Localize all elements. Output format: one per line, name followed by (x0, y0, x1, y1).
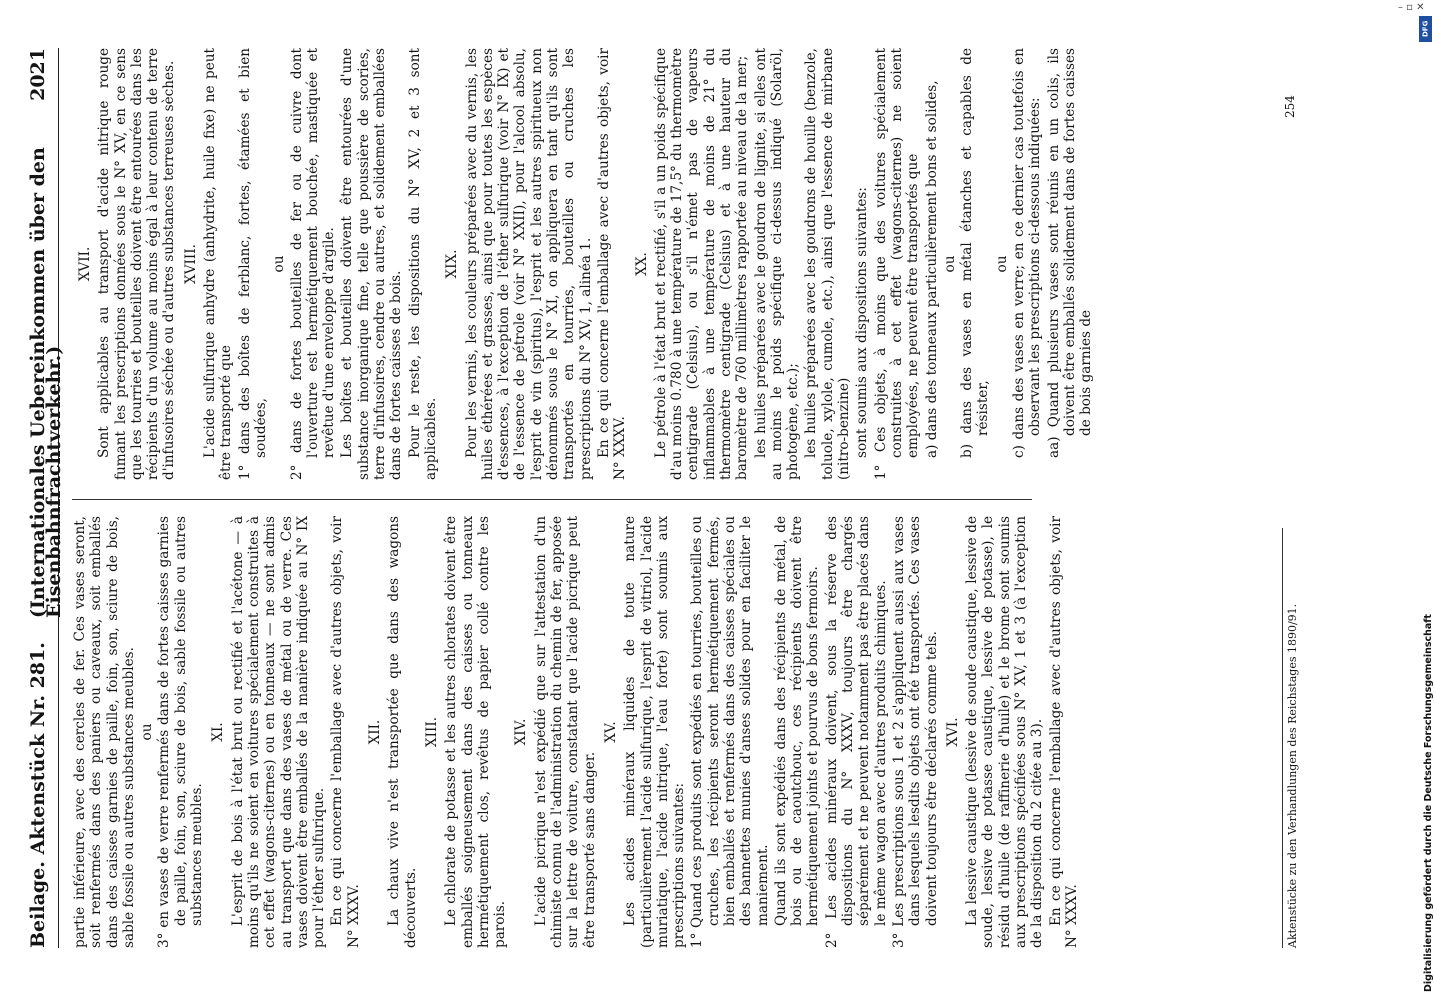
paragraph: Pour les vernis, les couleurs préparées avec du vernis, les huiles éthérées et grasses, ainsi que pour toutes les espèces d'essences, à l'exception de l'éther sulfurique (voir N° IX) et de l'essence de pétrole (voir N° XXII), pour l'alcool absolu, l'esprit de vin (spiritus), l'esprit et les autres spiritueux non dénommés sous le N° XI, on appliquera en tant qu'ils sont transportés en tourries, bouteilles ou cruches les prescriptions du N° XV, 1, alinéa 1. (463, 48, 594, 480)
list-item: 3° Les prescriptions sous 1 et 2 s'appliquent aussi aux vases dans lesquels lesdits objets ont été transportés. Ces vases doivent toujours être déclarés comme tels. (890, 516, 940, 948)
paragraph: Quand ils sont expédiés dans des récipients de métal, de bois ou de caoutchouc, ces récipients doivent être hermétiquement joints et pourvus de bons fermoirs. (772, 516, 822, 926)
section-number: XIII. (423, 716, 440, 748)
paragraph: La chaux vive n'est transportée que dans des wagons découverts. (386, 516, 419, 948)
paragraph: L'esprit de bois à l'état brut ou rectifié et l'acétone — à moins qu'ils ne soient en voitures spécialement construites à cet effet (wagons-citernes) ou en tonneaux — ne sont admis au transport que dans des vases de métal ou de verre. Ces vases doivent être emballés de la manière indiquée au N° IX pour l'éther sulfurique. (229, 516, 328, 948)
paragraph: sont soumis aux dispositions suivantes: (854, 187, 871, 458)
header-left: Beilage. Aktenstück Nr. 281. (27, 642, 49, 948)
section-number: XI. (210, 722, 227, 742)
left-column (72, 516, 1082, 948)
list-item: 1° Quand ces produits sont expédiés en tourries, bouteilles ou cruches, les récipients seront hermétiquement fermés, bien emballés et renfermés dans des caisses spéciales ou des bannettes munies d'anses solides pour en faciliter le maniement. (689, 516, 771, 948)
list-item: 2° dans de fortes bouteilles de fer ou de cuivre dont l'ouverture est hermétiquement bouchée, mastiquée et revêtue d'une enveloppe d'argile. (288, 48, 338, 480)
signature-mark: 254 (1283, 95, 1297, 118)
list-item: 2° Les acides minéraux doivent, sous la réserve des dispositions du N° XXXV, toujours être chargés séparément et ne peuvent notamment pas être placés dans le même wagon avec d'autres produits chimiques. (823, 516, 889, 948)
section-number: XII. (367, 719, 384, 745)
paragraph: Sont applicables au transport d'acide nitrique rouge fumant les prescriptions données sous le N° XV, en ce sens que les tourries et bouteilles doivent être entourées dans les récipients d'un volume au moins égal à leur contenu de terre d'infusoires séchée ou d'autres substances terreuses sèches. (96, 48, 178, 480)
list-item: a) dans des tonneaux particulièrement bons et solides, (923, 80, 940, 458)
section-number: XVII. (77, 246, 93, 282)
list-item: 3° en vases de verre renfermés dans de fortes caisses garnies de paille, foin, son, sciure de bois, sable fossile ou autres substances meubles. (156, 516, 206, 948)
paragraph: les huiles préparées avec les goudrons de houille (benzole, toluole, xylole, cumole, etc.), ainsi que l'essence de mirbane (nitro-benzine) (803, 48, 853, 480)
page-number: 2021 (27, 48, 49, 101)
funding-notice: Digitalisierung gefördert durch die Deutsche Forschungsgemeinschaft (1423, 614, 1434, 992)
conjunction: ou (993, 255, 1010, 273)
list-item: 1° dans des boîtes de ferblanc, fortes, étamées et bien soudées, (236, 48, 269, 480)
paragraph: En ce qui concerne l'emballage avec d'autres objets, voir N° XXXV. (1047, 516, 1080, 948)
conjunction: ou (941, 255, 958, 273)
list-item: b) dans des vases en métal étanches et capables de résister, (959, 48, 992, 458)
section-number: XIX. (444, 249, 461, 279)
paragraph: La lessive caustique (lessive de soude caustique, lessive de soude, lessive de potasse caustique, lessive de potasse), le résidu d'huile (de raffinerie d'huile) et le brome sont soumis aux prescriptions spécifiées sous N° XV, 1 et 3 (à l'exception de la disposition du 2 citée au 3). (964, 516, 1046, 948)
list-item: 1° Ces objets, à moins que des voitures spécialement construites à cet effet (wagons-citernes) ne soient employées, ne peuvent être transportés que (872, 48, 922, 480)
paragraph: partie inférieure, avec des cercles de fer. Ces vases seront, soit renfermés dans des paniers ou caveaux, soit emballés dans des caisses garnies de paille, foin, son, sciure de bois, sable fossile ou autres substances meubles. (72, 516, 137, 948)
right-column (72, 48, 1097, 480)
section-number: XX. (633, 252, 650, 276)
paragraph: Les acides minéraux liquides de toute nature (particulièrement l'acide sulfurique, l'esprit de vitriol, l'acide muriatique, l'acide nitrique, l'eau forte) sont soumis aux prescriptions suivantes: (622, 516, 688, 948)
column-divider (72, 499, 1032, 500)
list-item: c) dans des vases en verre; en ce dernier cas toutefois en observant les prescriptions ci-dessous indiquées: (1011, 48, 1044, 458)
paragraph: En ce qui concerne l'emballage avec d'autres objets, voir N° XXXV. (595, 48, 629, 480)
page-footer-note: Aktenstücke zu den Verhandlungen des Reichstages 1890/91. (1282, 528, 1301, 948)
section-number: XVIII. (182, 244, 199, 284)
window-controls[interactable]: – ▫ ✕ (1398, 2, 1425, 13)
paragraph: L'acide sulfurique anhydre (anhydrite, huile fixe) ne peut être transporté que (202, 48, 235, 480)
conjunction: ou (139, 723, 156, 741)
paragraph: les huiles préparées avec le goudron de lignite, si elles ont au moins le poids spécifique ci-dessus indiqué (Solaröl, photogène, etc.); (752, 48, 802, 480)
paragraph: Pour le reste, les dispositions du N° XV, 2 et 3 sont applicables. (406, 48, 439, 480)
paragraph: Le chlorate de potasse et les autres chlorates doivent être emballés soigneusement dans des caisses ou tonneaux hermétiquement clos, revêtus de papier collé contre les parois. (443, 516, 509, 948)
paragraph: L'acide picrique n'est expédié que sur l'attestation d'un chimiste connu de l'administration du chemin de fer, apposée sur la lettre de voiture, constatant que l'acide picrique peut être transporté sans danger. (532, 516, 598, 948)
rotated-page (20, 20, 1380, 980)
section-number: XV. (602, 721, 619, 743)
section-number: XVI. (944, 717, 961, 747)
section-number: XIV. (513, 718, 530, 746)
list-item: aa) Quand plusieurs vases sont réunis en un colis, ils doivent être emballés solidement dans de fortes caisses de bois garnies de (1045, 48, 1095, 458)
conjunction: ou (271, 255, 288, 273)
header-title: (Internationales Uebereinkommen über den Eisenbahnfrachtverkehr.) (27, 147, 66, 618)
paragraph: Les boîtes et bouteilles doivent être entourées d'une substance inorganique fine, telle que poussière de scories, terre d'infusoires, cendre ou autres, et solidement emballées dans de fortes caisses de bois. (339, 48, 405, 480)
paragraph: Le pétrole à l'état brut et rectifié, s'il a un poids spécifique d'au moins 0.780 à une température de 17,5° du thermomètre centigrade (Celsius), ou s'il n'émet pas de vapeurs inflammables à une température de moins de 21° du thermomètre centigrade (Celsius) et à une hauteur du baromètre de 760 millimètres rapportée au niveau de la mer; (652, 48, 751, 480)
dfg-logo: DFG (1419, 16, 1432, 42)
paragraph: En ce qui concerne l'emballage avec d'autres objets, voir N° XXXV. (329, 516, 362, 948)
page-header (27, 48, 66, 948)
